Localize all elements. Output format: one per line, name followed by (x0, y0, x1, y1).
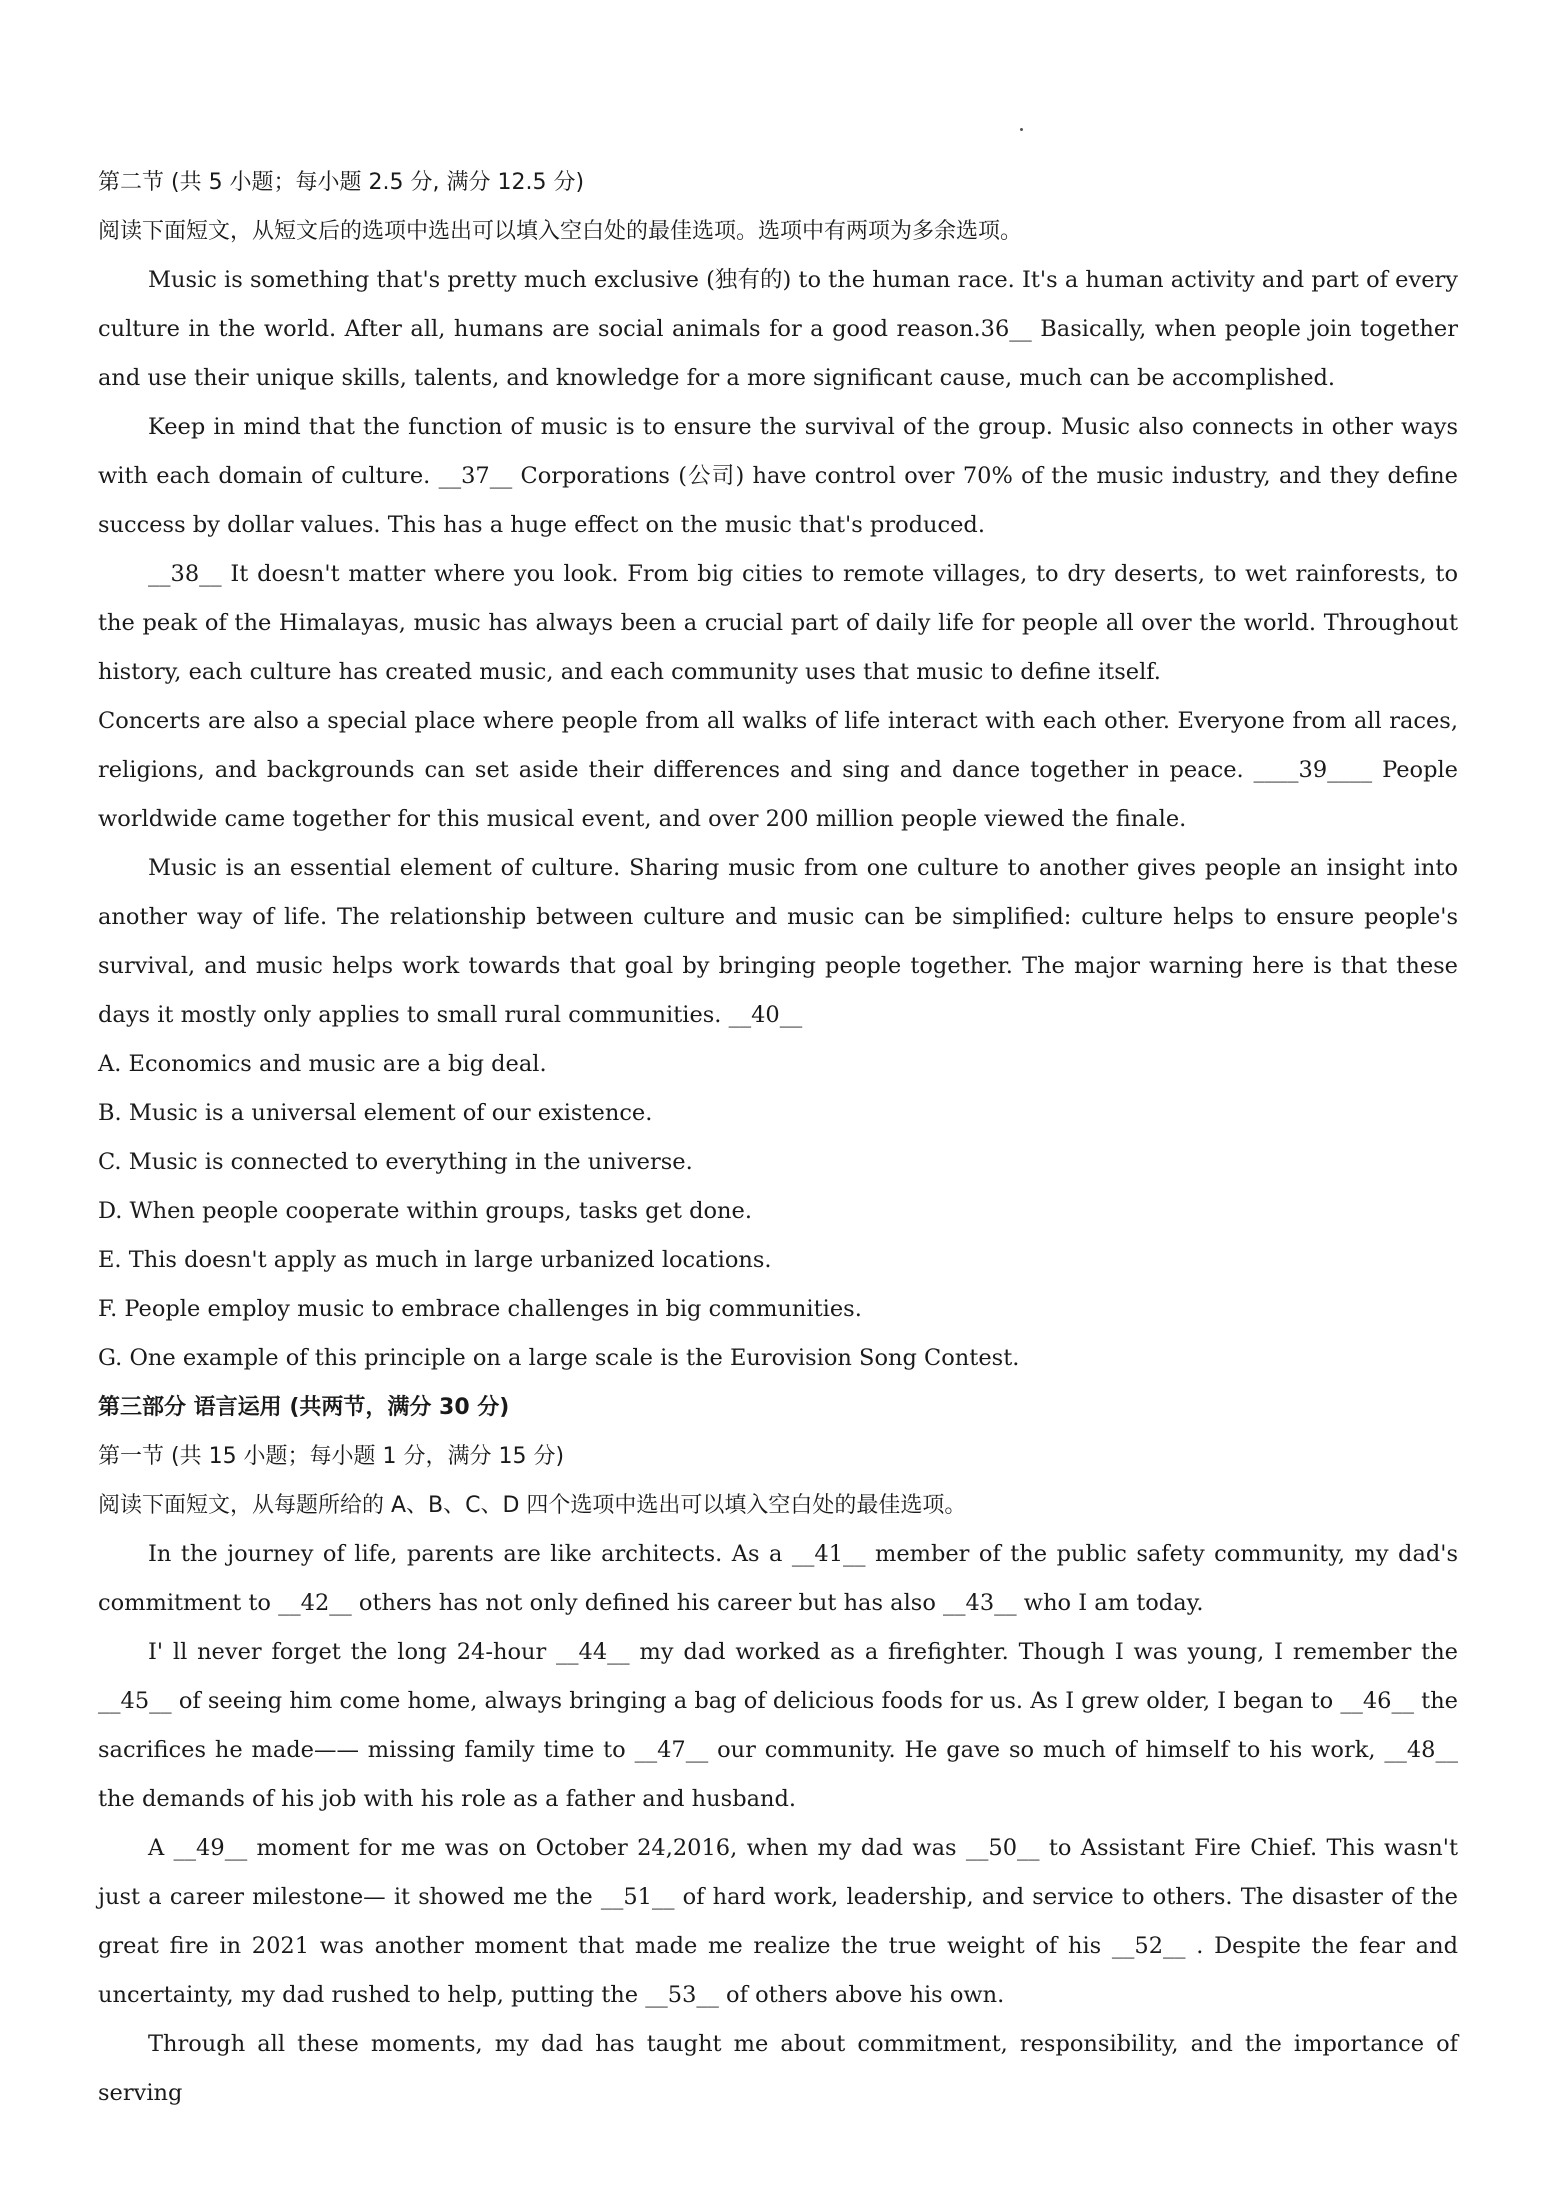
option-b: B. Music is a universal element of our existence. (98, 1100, 653, 1126)
option-d: D. When people cooperate within groups, tasks get done. (98, 1198, 752, 1224)
exam-page (98, 158, 1458, 2118)
section2-instruction: 阅读下面短文，从短文后的选项中选出可以填入空白处的最佳选项。选项中有两项为多余选项。 (98, 219, 1023, 244)
passage2-paragraph-4: Through all these moments, my dad has taught me about commitment, responsibility, and the importance of serving (98, 2031, 1458, 2106)
passage1-paragraph-5: Music is an essential element of culture. Sharing music from one culture to another gives people an insight into another way of life. The relationship between culture and music can be simplified: culture helps to ensure people's survival, and music helps work towards that goal by bringing people together. The major warning here is that these days it mostly only applies to small rural communities. __40__ (98, 855, 1458, 1028)
option-g: G. One example of this principle on a large scale is the Eurovision Song Contest. (98, 1345, 1020, 1371)
answer-options (98, 1040, 1458, 1383)
passage2-paragraph-2: I' ll never forget the long 24-hour __44__ my dad worked as a firefighter. Though I was young, I remember the __45__ of seeing him come home, always bringing a bag of delicious foods for us. As I grew older, I began to __46__ the sacrifices he made—— missing family time to __47__ our community. He gave so much of himself to his work, __48__ the demands of his job with his role as a father and husband. (98, 1639, 1458, 1812)
option-a: A. Economics and music are a big deal. (98, 1051, 547, 1077)
passage2-paragraph-1: In the journey of life, parents are like architects. As a __41__ member of the public safety community, my dad's commitment to __42__ others has not only defined his career but has also __43__ who I am today. (98, 1541, 1458, 1616)
passage1-paragraph-4: Concerts are also a special place where people from all walks of life interact with each other. Everyone from all races, religions, and backgrounds can set aside their differences and sing and dance together in peace. ____39____ People worldwide came together for this musical event, and over 200 million people viewed the finale. (98, 708, 1458, 832)
option-c: C. Music is connected to everything in the universe. (98, 1149, 693, 1175)
passage1-paragraph-1: Music is something that's pretty much exclusive (独有的) to the human race. It's a human activity and part of every culture in the world. After all, humans are social animals for a good reason.36__ Basically, when people join together and use their unique skills, talents, and knowledge for a more significant cause, much can be accomplished. (98, 267, 1458, 391)
part3-section1-heading: 第一节 (共 15 小题；每小题 1 分，满分 15 分) (98, 1444, 565, 1469)
part3-instruction: 阅读下面短文，从每题所给的 A、B、C、D 四个选项中选出可以填入空白处的最佳选项。 (98, 1493, 967, 1518)
passage1-paragraph-3: __38__ It doesn't matter where you look. From big cities to remote villages, to dry deserts, to wet rainforests, to the peak of the Himalayas, music has always been a crucial part of daily life for people all over the world. Throughout history, each culture has created music, and each community uses that music to define itself. (98, 561, 1458, 685)
passage1-paragraph-2: Keep in mind that the function of music is to ensure the survival of the group. Music also connects in other ways with each domain of culture. __37__ Corporations (公司) have control over 70% of the music industry, and they define success by dollar values. This has a huge effect on the music that's produced. (98, 414, 1458, 538)
option-f: F. People employ music to embrace challenges in big communities. (98, 1296, 862, 1322)
section2-heading: 第二节 (共 5 小题；每小题 2.5 分, 满分 12.5 分) (98, 170, 585, 195)
passage2-paragraph-3: A __49__ moment for me was on October 24,2016, when my dad was __50__ to Assistant Fire Chief. This wasn't just a career milestone— it showed me the __51__ of hard work, leadership, and service to others. The disaster of the great fire in 2021 was another moment that made me realize the true weight of his __52__ . Despite the fear and uncertainty, my dad rushed to help, putting the __53__ of others above his own. (98, 1835, 1458, 2008)
part3-heading: 第三部分 语言运用 (共两节，满分 30 分) (98, 1395, 510, 1420)
scan-speck (1020, 128, 1023, 131)
option-e: E. This doesn't apply as much in large urbanized locations. (98, 1247, 772, 1273)
